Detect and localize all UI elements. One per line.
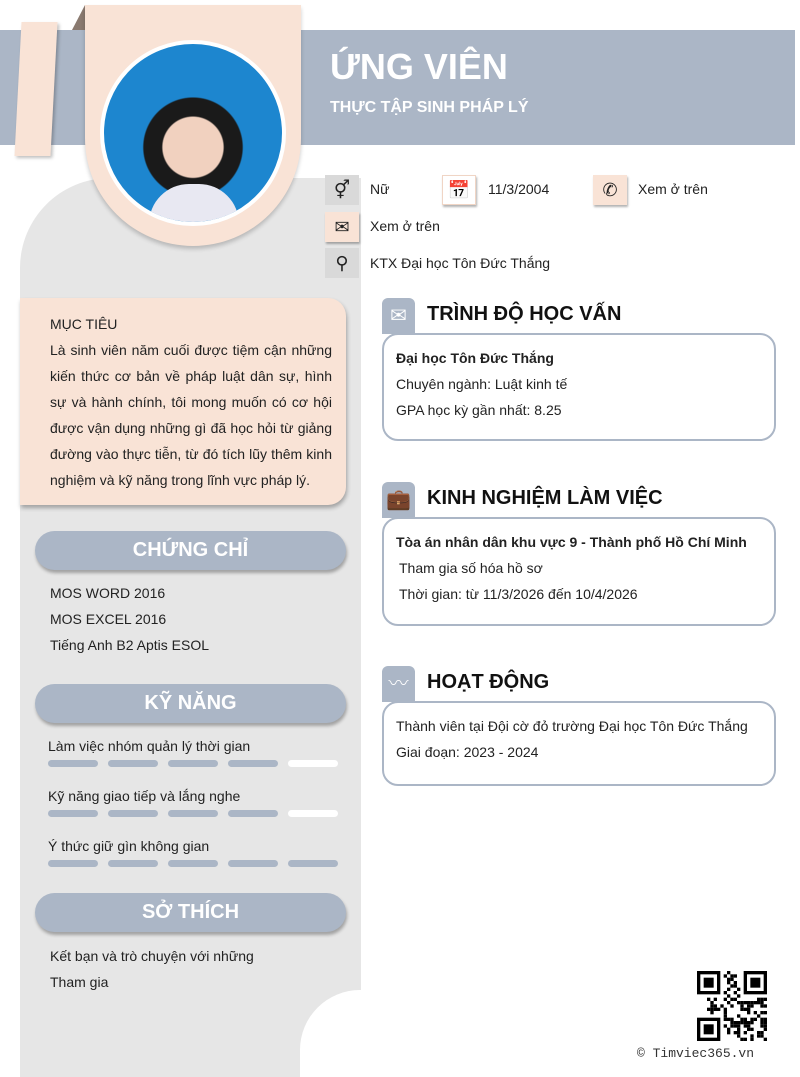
avatar: [100, 40, 286, 226]
experience-task: Tham gia số hóa hồ sơ: [399, 560, 543, 576]
skill-rating: [48, 860, 338, 867]
hobbies-heading: SỞ THÍCH: [35, 893, 346, 932]
skill-bar-segment: [228, 860, 278, 867]
education-box: [382, 333, 776, 441]
candidate-position: THỰC TẬP SINH PHÁP LÝ: [330, 99, 529, 116]
skill-rating: [48, 760, 338, 767]
email-value: Xem ở trên: [370, 218, 440, 234]
skill-name: Ý thức giữ gìn không gian: [48, 838, 210, 854]
major: Chuyên ngành: Luật kinh tế: [396, 376, 568, 392]
qr-code: [697, 970, 767, 1042]
skill-bar-segment: [288, 810, 338, 817]
gender-icon: ⚥: [325, 175, 359, 205]
skill-rating: [48, 810, 338, 817]
activity-line: Thành viên tại Đội cờ đỏ trường Đại học Tôn Đức Thắng: [396, 718, 748, 734]
certificate-item: MOS WORD 2016: [50, 585, 166, 601]
skill-bar-segment: [108, 760, 158, 767]
phone-icon: ✆: [593, 175, 627, 205]
certificate-item: MOS EXCEL 2016: [50, 611, 167, 627]
envelope-icon: ✉: [382, 298, 415, 334]
skills-heading: KỸ NĂNG: [35, 684, 346, 723]
skill-bar-segment: [48, 860, 98, 867]
activities-box: [382, 701, 776, 786]
skill-name: Làm việc nhóm quản lý thời gian: [48, 738, 251, 754]
objective-text: Là sinh viên năm cuối được tiệm cận những kiến thức cơ bản về pháp luật dân sự, hình sự và hành chính, tôi mong muốn có cơ hội được vận dụng những gì đã học hỏi từ giảng đường vào thực tiễn, từ đó tích lũy thêm kinh nghiệm và kỹ năng trong lĩnh vực pháp lý.: [50, 342, 332, 488]
company-name: Tòa án nhân dân khu vực 9 - Thành phố Hồ Chí Minh: [396, 534, 747, 550]
skill-bar-segment: [108, 810, 158, 817]
certificate-item: Tiếng Anh B2 Aptis ESOL: [50, 637, 210, 653]
objective-box: [20, 298, 346, 505]
school-name: Đại học Tôn Đức Thắng: [396, 350, 554, 366]
skill-bar-segment: [168, 860, 218, 867]
experience-heading: KINH NGHIỆM LÀM VIỆC: [427, 487, 663, 509]
activity-line: Giai đoạn: 2023 - 2024: [396, 744, 539, 760]
location-icon: ⚲: [325, 248, 359, 278]
skill-name: Kỹ năng giao tiếp và lắng nghe: [48, 788, 241, 804]
skill-bar-segment: [168, 760, 218, 767]
decorative-ribbon: [14, 22, 57, 156]
skill-bar-segment: [48, 810, 98, 817]
briefcase-icon: 💼: [382, 482, 415, 518]
phone-value: Xem ở trên: [638, 181, 708, 197]
pulse-icon: 〰: [382, 666, 415, 702]
hobby-item: Kết bạn và trò chuyện với những: [50, 948, 254, 964]
skill-bar-segment: [168, 810, 218, 817]
certificates-heading: CHỨNG CHỈ: [35, 531, 346, 570]
activities-heading: HOẠT ĐỘNG: [427, 671, 550, 693]
objective-title: MỤC TIÊU: [50, 316, 118, 332]
skill-bar-segment: [288, 860, 338, 867]
decorative-fold: [72, 5, 85, 30]
skill-bar-segment: [288, 760, 338, 767]
experience-period: Thời gian: từ 11/3/2026 đến 10/4/2026: [399, 586, 638, 602]
copyright: © Timviec365.vn: [637, 1046, 755, 1061]
skill-bar-segment: [48, 760, 98, 767]
skill-bar-segment: [228, 810, 278, 817]
experience-box: [382, 517, 776, 626]
address-value: KTX Đại học Tôn Đức Thắng: [370, 255, 551, 271]
hobby-item: Tham gia: [50, 974, 109, 990]
email-icon: ✉: [325, 212, 359, 242]
gender-value: Nữ: [370, 181, 390, 197]
calendar-icon: 📅: [442, 175, 476, 205]
skill-bar-segment: [228, 760, 278, 767]
candidate-name: ỨNG VIÊN: [330, 46, 508, 87]
gpa: GPA học kỳ gần nhất: 8.25: [396, 402, 562, 418]
birthday-value: 11/3/2004: [488, 181, 550, 197]
avatar-shirt: [149, 184, 239, 226]
education-heading: TRÌNH ĐỘ HỌC VẤN: [427, 303, 622, 325]
skill-bar-segment: [108, 860, 158, 867]
